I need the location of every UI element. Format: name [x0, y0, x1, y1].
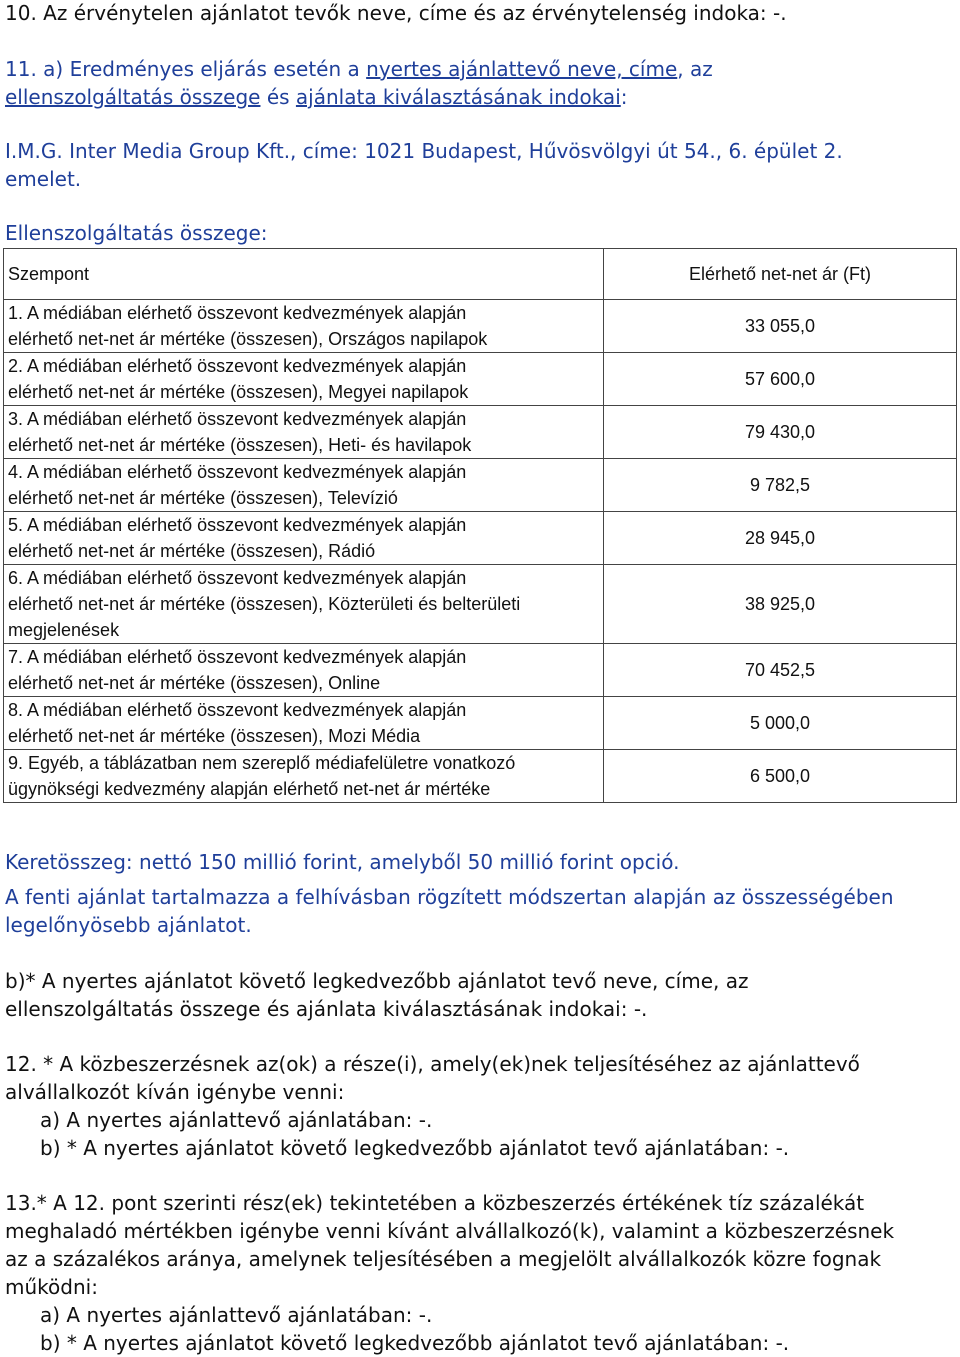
item-12-b: b) * A nyertes ajánlatot követő legkedvezőbb ajánlatot tevő ajánlatában: -. [40, 1136, 790, 1160]
price-value: 57 600,0 [604, 353, 957, 406]
offer-line1: A fenti ajánlat tartalmazza a felhívásban rögzített módszertan alapján az összességében [5, 885, 894, 909]
criterion-text: 4. A médiában elérhető összevont kedvezmények alapján [8, 462, 467, 482]
criterion-text: megjelenések [8, 620, 120, 640]
criterion-text: elérhető net-net ár mértéke (összesen), Rádió [8, 541, 376, 561]
winner-line1: I.M.G. Inter Media Group Kft., címe: 1021 Budapest, Hűvösvölgyi út 54., 6. épület 2. [5, 139, 843, 163]
criterion-text: elérhető net-net ár mértéke (összesen), Heti- és havilapok [8, 435, 472, 455]
frame-amount: Keretösszeg: nettó 150 millió forint, amelyből 50 millió forint opció. [5, 850, 680, 874]
item-13-line4: működni: [5, 1275, 98, 1299]
table-row [4, 697, 957, 750]
criterion-cell [4, 459, 604, 512]
reasons-link[interactable]: ajánlata kiválasztásának indokai [295, 85, 621, 109]
criterion-cell [4, 697, 604, 750]
winner-name-link[interactable]: nyertes ajánlattevő neve, címe [366, 57, 678, 81]
price-value: 6 500,0 [604, 750, 957, 803]
table-row [4, 750, 957, 803]
price-value: 70 452,5 [604, 644, 957, 697]
item-12-line2: alvállalkozót kíván igénybe venni: [5, 1080, 345, 1104]
criterion-text: elérhető net-net ár mértéke (összesen), Online [8, 673, 381, 693]
criterion-text: 1. A médiában elérhető összevont kedvezmények alapján [8, 303, 467, 323]
item-11a-prefix: 11. a) Eredményes eljárás esetén a [5, 57, 367, 81]
item-11a-line1 [5, 55, 713, 83]
price-value: 79 430,0 [604, 406, 957, 459]
criterion-text: ügynökségi kedvezmény alapján elérhető net-net ár mértéke [8, 779, 491, 799]
item-11b-line1: b)* A nyertes ajánlatot követő legkedvezőbb ajánlatot tevő neve, címe, az [5, 969, 749, 993]
header-price: Elérhető net-net ár (Ft) [604, 249, 957, 300]
criterion-text: 7. A médiában elérhető összevont kedvezmények alapján [8, 647, 467, 667]
criterion-cell [4, 644, 604, 697]
price-value: 28 945,0 [604, 512, 957, 565]
criterion-text: elérhető net-net ár mértéke (összesen), Országos napilapok [8, 329, 488, 349]
table-header-row [4, 249, 957, 300]
item-11b-line2: ellenszolgáltatás összege és ajánlata kiválasztásának indokai: -. [5, 997, 648, 1021]
table-row [4, 459, 957, 512]
price-link[interactable]: ellenszolgáltatás összege [5, 85, 261, 109]
item-13-a: a) A nyertes ajánlattevő ajánlatában: -. [40, 1303, 433, 1327]
table-row [4, 512, 957, 565]
item-13-b: b) * A nyertes ajánlatot követő legkedvezőbb ajánlatot tevő ajánlatában: -. [40, 1331, 790, 1355]
table-row [4, 300, 957, 353]
section-title: Ellenszolgáltatás összege: [5, 221, 268, 245]
winner-line2: emelet. [5, 167, 82, 191]
item-11a-end: : [620, 85, 628, 109]
criterion-cell [4, 300, 604, 353]
price-value: 38 925,0 [604, 565, 957, 644]
criterion-text: elérhető net-net ár mértéke (összesen), Megyei napilapok [8, 382, 469, 402]
table-row [4, 565, 957, 644]
criterion-cell [4, 512, 604, 565]
price-value: 33 055,0 [604, 300, 957, 353]
header-criterion: Szempont [4, 249, 604, 300]
item-12-a: a) A nyertes ajánlattevő ajánlatában: -. [40, 1108, 433, 1132]
item-13-line1: 13.* A 12. pont szerinti rész(ek) tekintetében a közbeszerzés értékének tíz százalékát [5, 1191, 865, 1215]
price-value: 9 782,5 [604, 459, 957, 512]
item-11a-mid: és [260, 85, 296, 109]
item-10: 10. Az érvénytelen ajánlatot tevők neve, címe és az érvénytelenség indoka: -. [5, 1, 787, 25]
item-12-line1: 12. * A közbeszerzésnek az(ok) a része(i), amely(ek)nek teljesítéséhez az ajánlattevő [5, 1052, 860, 1076]
criterion-text: elérhető net-net ár mértéke (összesen), Televízió [8, 488, 398, 508]
criterion-cell [4, 353, 604, 406]
price-value: 5 000,0 [604, 697, 957, 750]
criterion-text: 2. A médiában elérhető összevont kedvezmények alapján [8, 356, 467, 376]
price-table [3, 248, 957, 803]
criterion-text: 8. A médiában elérhető összevont kedvezmények alapján [8, 700, 467, 720]
criterion-text: elérhető net-net ár mértéke (összesen), Közterületi és belterületi [8, 594, 521, 614]
criterion-cell [4, 750, 604, 803]
criterion-text: 9. Egyéb, a táblázatban nem szereplő médiafelületre vonatkozó [8, 753, 516, 773]
criterion-text: 6. A médiában elérhető összevont kedvezmények alapján [8, 568, 467, 588]
criterion-cell [4, 565, 604, 644]
table-row [4, 406, 957, 459]
item-11a-suffix: , az [677, 57, 713, 81]
offer-line2: legelőnyösebb ajánlatot. [5, 913, 252, 937]
criterion-text: elérhető net-net ár mértéke (összesen), Mozi Média [8, 726, 421, 746]
table-row [4, 644, 957, 697]
criterion-text: 3. A médiában elérhető összevont kedvezmények alapján [8, 409, 467, 429]
item-13-line2: meghaladó mértékben igénybe venni kívánt alvállalkozó(k), valamint a közbeszerzésnek [5, 1219, 895, 1243]
item-11a-line2 [5, 83, 628, 111]
criterion-cell [4, 406, 604, 459]
criterion-text: 5. A médiában elérhető összevont kedvezmények alapján [8, 515, 467, 535]
table-row [4, 353, 957, 406]
item-13-line3: az a százalékos aránya, amelynek teljesítésében a megjelölt alvállalkozók közre fognak [5, 1247, 882, 1271]
